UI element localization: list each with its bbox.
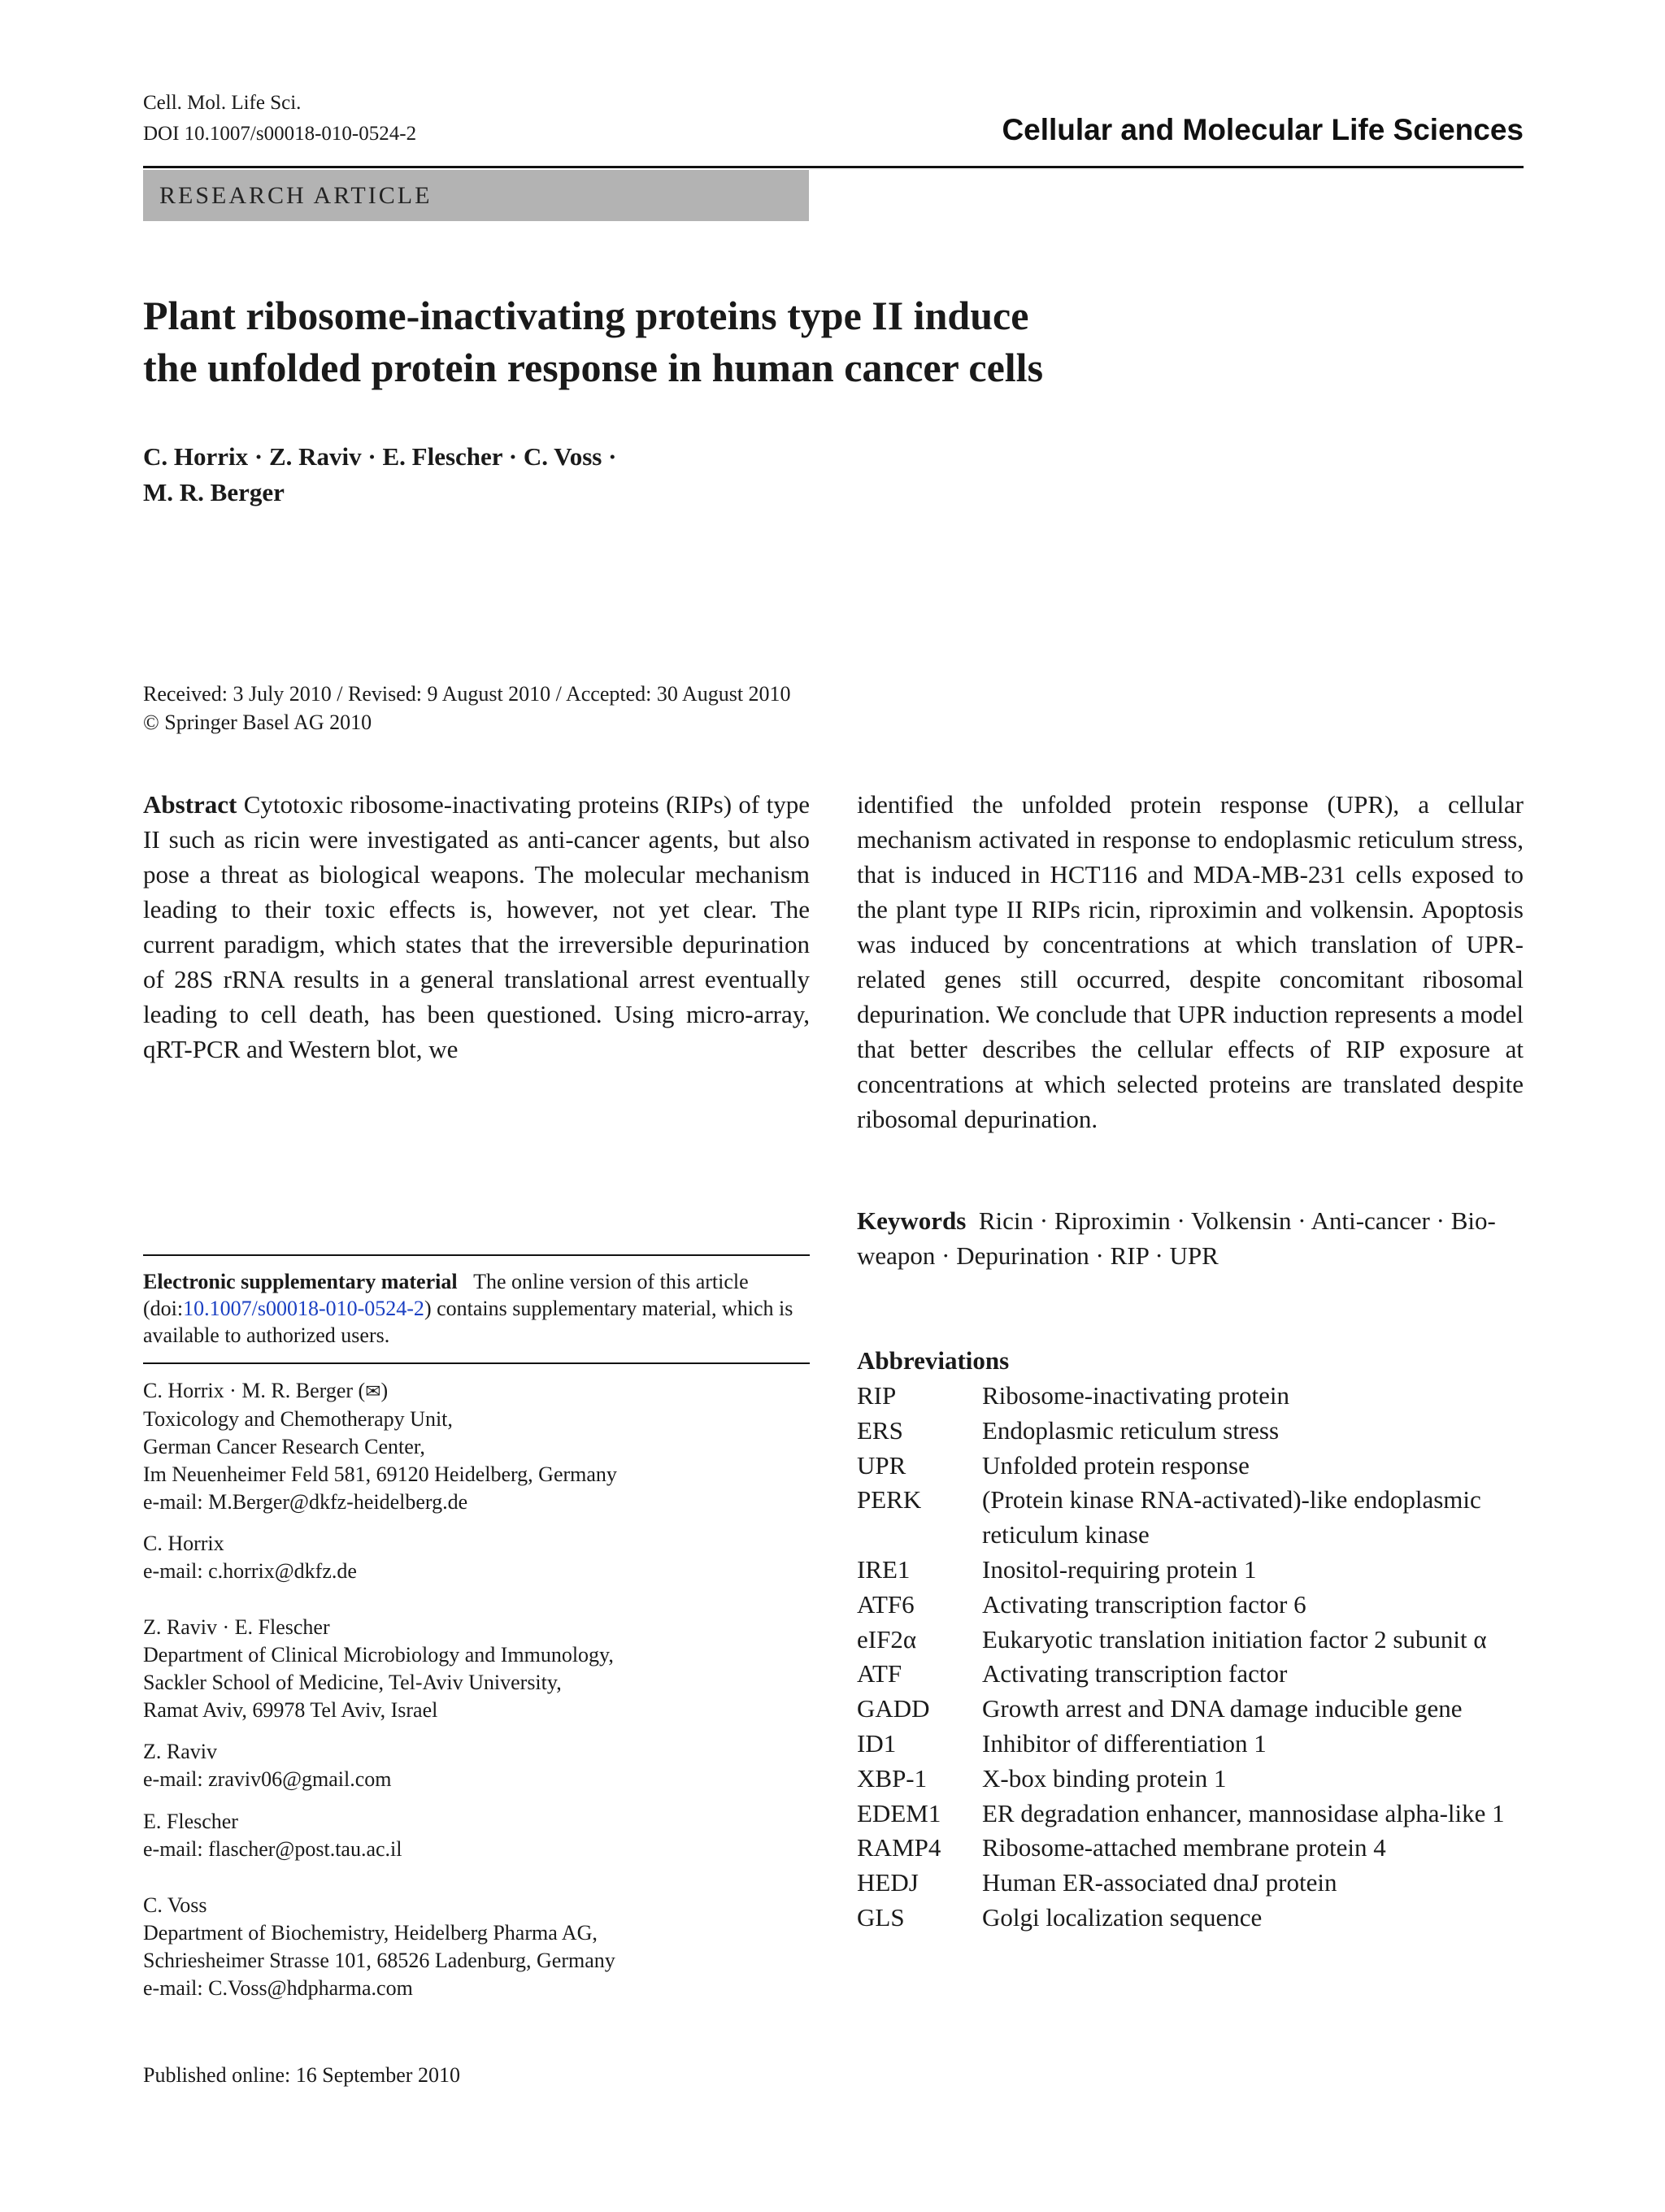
abbreviation-term: ATF6 — [857, 1589, 915, 1619]
abbreviation-row — [857, 1414, 1532, 1449]
title-line-1: Plant ribosome-inactivating proteins type II induce — [143, 293, 1029, 338]
abbreviation-definition: Eukaryotic translation initiation factor 2 subunit α — [982, 1624, 1487, 1654]
footnote-rule — [143, 1254, 810, 1256]
abbreviation-definition: Human ER-associated dnaJ protein — [982, 1868, 1337, 1897]
abbreviation-definition: Unfolded protein response — [982, 1450, 1250, 1480]
journal-short-name: Cell. Mol. Life Sci. — [143, 92, 302, 114]
supplementary-doi-link[interactable]: 10.1007/s00018-010-0524-2 — [183, 1297, 424, 1320]
abbreviation-term: GADD — [857, 1694, 930, 1723]
affil-email: e-mail: c.horrix@dkfz.de — [143, 1559, 357, 1583]
affiliation-voss — [143, 1892, 810, 2002]
affil-line: Sackler School of Medicine, Tel-Aviv University, — [143, 1671, 562, 1694]
authors-line-2: M. R. Berger — [143, 478, 285, 506]
abbreviation-row — [857, 1449, 1532, 1484]
abbreviation-term: EDEM1 — [857, 1798, 941, 1827]
affil-names: Z. Raviv · E. Flescher — [143, 1615, 330, 1639]
abbreviation-row — [857, 1866, 1532, 1901]
abbreviation-row — [857, 1762, 1532, 1797]
affil-email: e-mail: C.Voss@hdpharma.com — [143, 1976, 413, 2000]
published-date: Published online: 16 September 2010 — [143, 2063, 460, 2087]
envelope-icon: ✉ — [365, 1381, 381, 1402]
supplementary-label: Electronic supplementary material — [143, 1270, 458, 1293]
affil-line: Department of Biochemistry, Heidelberg Pharma AG, — [143, 1921, 598, 1945]
abbreviation-term: XBP-1 — [857, 1763, 928, 1793]
abstract-text-left: Cytotoxic ribosome-inactivating proteins (RIPs) of type II such as ricin were investigated as anti-cancer agents, but also pose a threat as biological weapons. The molecular mechanism leading to their toxic effects is, however, not yet clear. The current paradigm, which states that the irreversible depurination of 28S rRNA results in a general translational arrest eventually leading to cell death, has been questioned. Using micro-array, qRT-PCR and Western blot, we — [143, 790, 810, 1063]
abbreviation-definition: Activating transcription factor — [982, 1659, 1288, 1688]
journal-title: Cellular and Molecular Life Sciences — [1002, 113, 1524, 146]
affil-line: Schriesheimer Strasse 101, 68526 Ladenburg, Germany — [143, 1949, 615, 1972]
affiliation-raviv-flescher — [143, 1614, 810, 1724]
affil-line: Ramat Aviv, 69978 Tel Aviv, Israel — [143, 1698, 438, 1722]
affiliation-berger — [143, 1377, 810, 1516]
footnote-divider — [143, 1362, 810, 1364]
abbreviation-row — [857, 1727, 1532, 1762]
abbreviation-definition: X-box binding protein 1 — [982, 1763, 1227, 1793]
keywords-label: Keywords — [857, 1206, 967, 1235]
abstract-right-column: identified the unfolded protein response (UPR), a cellular mechanism activated in response to endoplasmic reticulum stress, that is induced in HCT116 and MDA-MB-231 cells exposed to the plant type II RIPs ricin, riproximin and volkensin. Apoptosis was induced by concentrations at which translation of UPR-related genes still occurred, despite concomitant ribosomal depurination. We conclude that UPR induction represents a model that better describes the cellular effects of RIP exposure at concentrations at which selected proteins are translated despite ribosomal depurination. — [857, 790, 1524, 1133]
supplementary-text-end: ) contains supplementary material, which is available to authorized users. — [143, 1297, 793, 1347]
header-rule — [143, 166, 1524, 168]
supplementary-text: The online version of this article (doi: — [143, 1270, 749, 1320]
abbreviation-row — [857, 1379, 1532, 1414]
abbreviation-definition: Activating transcription factor 6 — [982, 1589, 1306, 1619]
history-dates: Received: 3 July 2010 / Revised: 9 August 2010 / Accepted: 30 August 2010 — [143, 682, 791, 706]
affil-line: Toxicology and Chemotherapy Unit, — [143, 1407, 453, 1431]
abbreviation-definition: Inositol-requiring protein 1 — [982, 1554, 1257, 1584]
affiliation-horrix — [143, 1530, 810, 1585]
affil-names: C. Horrix · M. R. Berger ( — [143, 1379, 366, 1402]
abbreviation-row — [857, 1623, 1532, 1658]
affil-name: C. Horrix — [143, 1532, 224, 1555]
affil-line: Im Neuenheimer Feld 581, 69120 Heidelberg, Germany — [143, 1462, 617, 1486]
abbreviation-term: ID1 — [857, 1728, 897, 1758]
keywords — [857, 1203, 1524, 1273]
abbreviation-row — [857, 1692, 1532, 1727]
abbreviation-definition: Endoplasmic reticulum stress — [982, 1415, 1280, 1445]
supplementary-note — [143, 1268, 802, 1349]
abbreviation-term: IRE1 — [857, 1554, 911, 1584]
abbreviations-heading: Abbreviations — [857, 1346, 1010, 1375]
abbreviation-definition: Ribosome-inactivating protein — [982, 1381, 1289, 1410]
affiliation-flescher — [143, 1808, 810, 1863]
affil-email: e-mail: flascher@post.tau.ac.il — [143, 1837, 402, 1861]
article-doi: DOI 10.1007/s00018-010-0524-2 — [143, 123, 417, 145]
abbreviation-row — [857, 1657, 1532, 1692]
affil-email: e-mail: M.Berger@dkfz-heidelberg.de — [143, 1490, 468, 1514]
abbreviation-definition: (Protein kinase RNA-activated)-like endoplasmic reticulum kinase — [982, 1485, 1481, 1549]
abbreviation-definition: ER degradation enhancer, mannosidase alpha-like 1 — [982, 1798, 1505, 1827]
abbreviation-row — [857, 1553, 1532, 1588]
abbreviation-row — [857, 1797, 1532, 1832]
abbreviation-term: PERK — [857, 1485, 922, 1515]
abbreviations-list — [857, 1379, 1532, 1936]
abbreviation-term: ATF — [857, 1659, 902, 1688]
article-type: RESEARCH ARTICLE — [159, 182, 433, 209]
affil-close: ) — [380, 1379, 389, 1402]
affil-name: C. Voss — [143, 1893, 207, 1917]
abbreviation-term: GLS — [857, 1902, 905, 1932]
abbreviation-row — [857, 1588, 1532, 1623]
affil-line: German Cancer Research Center, — [143, 1435, 425, 1458]
affil-name: Z. Raviv — [143, 1740, 217, 1763]
abbreviation-term: ERS — [857, 1415, 903, 1445]
keywords-text: Ricin · Riproximin · Volkensin · Anti-cancer · Bio-weapon · Depurination · RIP · UPR — [857, 1206, 1496, 1270]
abbreviation-term: RIP — [857, 1381, 897, 1410]
title-line-2: the unfolded protein response in human cancer cells — [143, 345, 1044, 390]
authors-line-1: C. Horrix · Z. Raviv · E. Flescher · C. Voss · — [143, 442, 617, 471]
abbreviation-row — [857, 1901, 1532, 1936]
abstract-label: Abstract — [143, 790, 237, 819]
abbreviation-definition: Inhibitor of differentiation 1 — [982, 1728, 1267, 1758]
abbreviation-term: UPR — [857, 1450, 906, 1480]
abbreviation-row — [857, 1831, 1532, 1866]
affil-name: E. Flescher — [143, 1810, 238, 1833]
copyright: © Springer Basel AG 2010 — [143, 711, 372, 734]
article-title — [143, 289, 1363, 393]
abbreviation-row — [857, 1483, 1532, 1553]
affiliation-raviv — [143, 1738, 810, 1793]
abbreviation-term: HEDJ — [857, 1868, 919, 1897]
abbreviation-definition: Golgi localization sequence — [982, 1902, 1263, 1932]
affil-email: e-mail: zraviv06@gmail.com — [143, 1767, 392, 1791]
abbreviation-definition: Ribosome-attached membrane protein 4 — [982, 1833, 1386, 1862]
abbreviation-term: RAMP4 — [857, 1833, 941, 1862]
abstract-left-column — [143, 787, 810, 1067]
affil-line: Department of Clinical Microbiology and Immunology, — [143, 1643, 614, 1667]
abbreviation-term: eIF2α — [857, 1624, 917, 1654]
abbreviation-definition: Growth arrest and DNA damage inducible gene — [982, 1694, 1463, 1723]
author-list — [143, 439, 956, 511]
